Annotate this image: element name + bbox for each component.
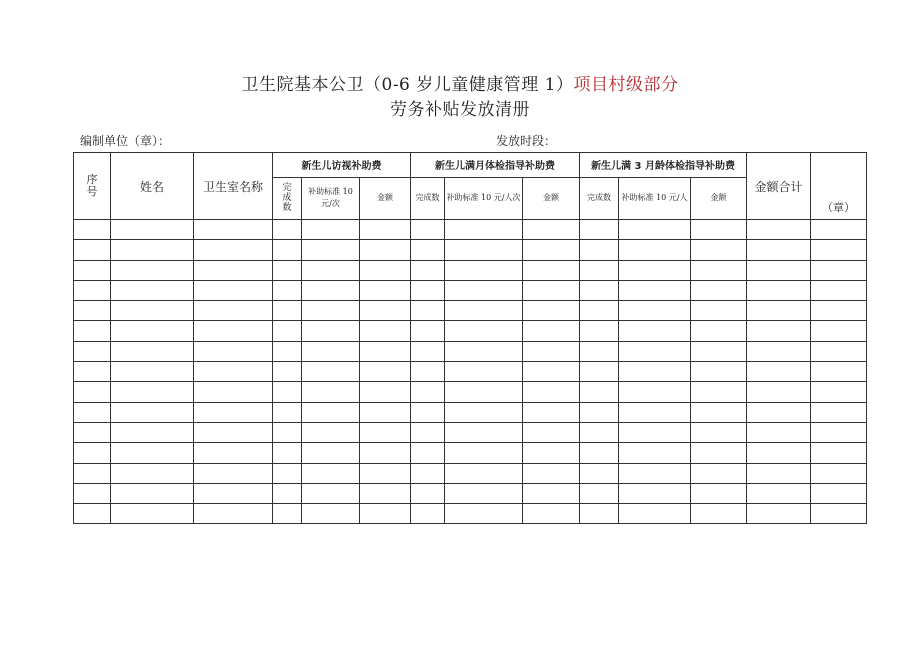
table-cell [691,504,747,524]
table-cell [811,443,867,463]
table-cell [273,280,302,300]
table-cell [273,362,302,382]
table-cell [619,463,691,483]
table-cell [580,260,619,280]
table-cell [302,280,360,300]
table-cell [302,321,360,341]
table-cell [111,362,194,382]
table-cell [445,382,523,402]
table-cell [111,240,194,260]
table-cell [619,402,691,422]
table-cell [445,362,523,382]
table-cell [411,463,445,483]
table-cell [619,422,691,442]
table-cell [523,321,580,341]
table-cell [411,280,445,300]
table-cell [273,504,302,524]
table-cell [523,362,580,382]
header-g2-done: 完成数 [411,177,445,219]
table-row [74,443,867,463]
table-cell [811,240,867,260]
table-cell [811,504,867,524]
table-cell [811,301,867,321]
table-cell [194,321,273,341]
table-cell [111,402,194,422]
unit-label: 编制单位（章）： [80,134,171,148]
table-cell [445,220,523,240]
table-cell [111,504,194,524]
table-cell [523,220,580,240]
table-cell [111,321,194,341]
table-cell [360,341,411,361]
table-cell [523,443,580,463]
table-cell [411,341,445,361]
table-cell [445,240,523,260]
table-cell [360,362,411,382]
table-cell [747,504,811,524]
table-cell [74,504,111,524]
table-cell [747,422,811,442]
header-group-month: 新生儿满月体检指导补助费 [411,153,580,178]
table-cell [194,260,273,280]
table-cell [273,301,302,321]
table-cell [411,220,445,240]
table-cell [523,301,580,321]
table-cell [111,463,194,483]
table-cell [523,422,580,442]
table-row [74,220,867,240]
table-cell [691,341,747,361]
table-cell [74,362,111,382]
table-cell [445,463,523,483]
table-cell [411,402,445,422]
table-cell [811,280,867,300]
table-cell [74,321,111,341]
table-cell [411,321,445,341]
table-cell [580,382,619,402]
table-cell [360,260,411,280]
table-cell [445,402,523,422]
table-cell [747,402,811,422]
table-row [74,321,867,341]
table-cell [74,463,111,483]
table-cell [111,483,194,503]
table-cell [273,240,302,260]
table-cell [811,382,867,402]
table-cell [691,463,747,483]
table-cell [411,301,445,321]
table-cell [523,280,580,300]
document-title [0,70,920,95]
table-cell [811,422,867,442]
table-cell [273,382,302,402]
table-cell [747,362,811,382]
table-cell [273,443,302,463]
table-cell [691,382,747,402]
table-cell [273,402,302,422]
header-g1-done: 完成数 [273,177,302,219]
table-cell [523,402,580,422]
table-cell [691,240,747,260]
table-cell [360,220,411,240]
table-cell [360,280,411,300]
table-cell [580,240,619,260]
table-cell [273,321,302,341]
table-cell [194,362,273,382]
table-cell [111,341,194,361]
table-cell [445,504,523,524]
table-cell [445,321,523,341]
table-cell [74,402,111,422]
table-cell [194,463,273,483]
table-cell [619,220,691,240]
table-cell [691,443,747,463]
table-cell [194,280,273,300]
table-cell [619,260,691,280]
table-cell [445,341,523,361]
table-cell [691,220,747,240]
table-cell [445,260,523,280]
table-cell [580,504,619,524]
table-cell [74,220,111,240]
table-cell [302,443,360,463]
table-cell [360,382,411,402]
table-row [74,504,867,524]
table-cell [747,220,811,240]
header-g3-done: 完成数 [580,177,619,219]
table-cell [111,260,194,280]
table-cell [747,280,811,300]
table-cell [302,422,360,442]
table-cell [74,483,111,503]
table-cell [445,280,523,300]
document-subtitle: 劳务补贴发放清册 [390,100,530,120]
table-cell [691,362,747,382]
table-row [74,463,867,483]
table-cell [111,382,194,402]
table-cell [273,341,302,361]
table-cell [747,341,811,361]
title-main: 卫生院基本公卫（0-6 岁儿童健康管理 1） [241,75,574,95]
table-cell [691,260,747,280]
table-cell [194,341,273,361]
table-row [74,362,867,382]
table-cell [360,463,411,483]
table-cell [273,463,302,483]
table-cell [411,260,445,280]
table-cell [580,362,619,382]
table-cell [619,443,691,463]
payment-table [73,152,867,524]
table-cell [194,443,273,463]
table-cell [74,301,111,321]
table-cell [411,382,445,402]
table-cell [747,260,811,280]
table-cell [811,220,867,240]
table-cell [360,301,411,321]
table-cell [74,382,111,402]
table-cell [302,402,360,422]
table-cell [360,504,411,524]
header-clinic: 卫生室名称 [194,153,273,220]
table-cell [360,483,411,503]
table-cell [302,504,360,524]
table-cell [360,321,411,341]
table-cell [360,422,411,442]
table-row [74,260,867,280]
table-cell [302,341,360,361]
table-cell [302,260,360,280]
table-cell [619,280,691,300]
table-cell [619,341,691,361]
table-cell [580,483,619,503]
table-row [74,382,867,402]
title-highlight: 项目村级部分 [573,75,679,95]
table-cell [619,240,691,260]
table-cell [580,301,619,321]
table-cell [523,382,580,402]
table-cell [811,341,867,361]
period-label: 发放时段： [496,134,557,148]
header-g1-std: 补助标准 10 元/次 [302,177,360,219]
table-cell [411,504,445,524]
header-seal: （章） [811,153,867,220]
table-cell [194,382,273,402]
header-group-visit: 新生儿访视补助费 [273,153,411,178]
table-cell [194,483,273,503]
table-cell [273,260,302,280]
table-cell [74,443,111,463]
table-cell [747,301,811,321]
table-cell [691,422,747,442]
table-cell [360,443,411,463]
table-cell [523,240,580,260]
table-cell [747,483,811,503]
table-cell [747,463,811,483]
table-cell [580,220,619,240]
table-cell [691,280,747,300]
table-cell [580,443,619,463]
table-row [74,483,867,503]
header-g2-std: 补助标准 10 元/人次 [445,177,523,219]
table-cell [445,483,523,503]
table-cell [523,504,580,524]
table-row [74,402,867,422]
table-cell [811,463,867,483]
table-cell [523,483,580,503]
table-cell [111,280,194,300]
table-cell [691,402,747,422]
table-cell [74,422,111,442]
table-cell [580,321,619,341]
table-row [74,341,867,361]
table-cell [523,463,580,483]
table-row [74,280,867,300]
table-cell [619,483,691,503]
table-cell [747,382,811,402]
table-cell [111,422,194,442]
table-cell [691,301,747,321]
table-cell [523,260,580,280]
header-name: 姓名 [111,153,194,220]
table-row [74,301,867,321]
table-cell [619,504,691,524]
table-cell [747,443,811,463]
table-cell [811,483,867,503]
header-g3-amt: 金额 [691,177,747,219]
table-cell [360,240,411,260]
table-cell [811,402,867,422]
table-cell [580,422,619,442]
header-g3-std: 补助标准 10 元/人 [619,177,691,219]
table-cell [619,321,691,341]
header-g1-amt: 金额 [360,177,411,219]
table-cell [747,240,811,260]
table-cell [74,280,111,300]
table-cell [273,422,302,442]
table-cell [111,301,194,321]
table-cell [194,220,273,240]
table-cell [302,240,360,260]
table-cell [411,483,445,503]
table-cell [445,443,523,463]
table-cell [302,220,360,240]
table-cell [580,463,619,483]
table-cell [411,443,445,463]
table-cell [747,321,811,341]
table-cell [811,362,867,382]
table-cell [360,402,411,422]
table-cell [111,220,194,240]
table-cell [194,402,273,422]
header-group-3month: 新生儿满 3 月龄体检指导补助费 [580,153,747,178]
table-cell [523,341,580,361]
table-cell [302,362,360,382]
header-total: 金额合计 [747,153,811,220]
table-cell [445,301,523,321]
table-cell [273,483,302,503]
table-cell [194,422,273,442]
table-cell [580,341,619,361]
table-row [74,240,867,260]
table-cell [74,260,111,280]
table-cell [194,240,273,260]
table-row [74,422,867,442]
table-cell [619,301,691,321]
table-cell [811,260,867,280]
table-cell [811,321,867,341]
table-cell [74,341,111,361]
header-seq: 序号 [74,153,111,220]
table-cell [74,240,111,260]
table-cell [411,422,445,442]
table-cell [619,362,691,382]
table-cell [411,240,445,260]
table-cell [194,504,273,524]
header-g2-amt: 金额 [523,177,580,219]
table-cell [619,382,691,402]
table-cell [302,463,360,483]
table-cell [302,483,360,503]
table-cell [411,362,445,382]
table-cell [273,220,302,240]
table-cell [580,280,619,300]
table-cell [445,422,523,442]
table-cell [691,321,747,341]
table-cell [302,382,360,402]
table-cell [111,443,194,463]
table-cell [580,402,619,422]
table-cell [691,483,747,503]
table-cell [194,301,273,321]
table-cell [302,301,360,321]
